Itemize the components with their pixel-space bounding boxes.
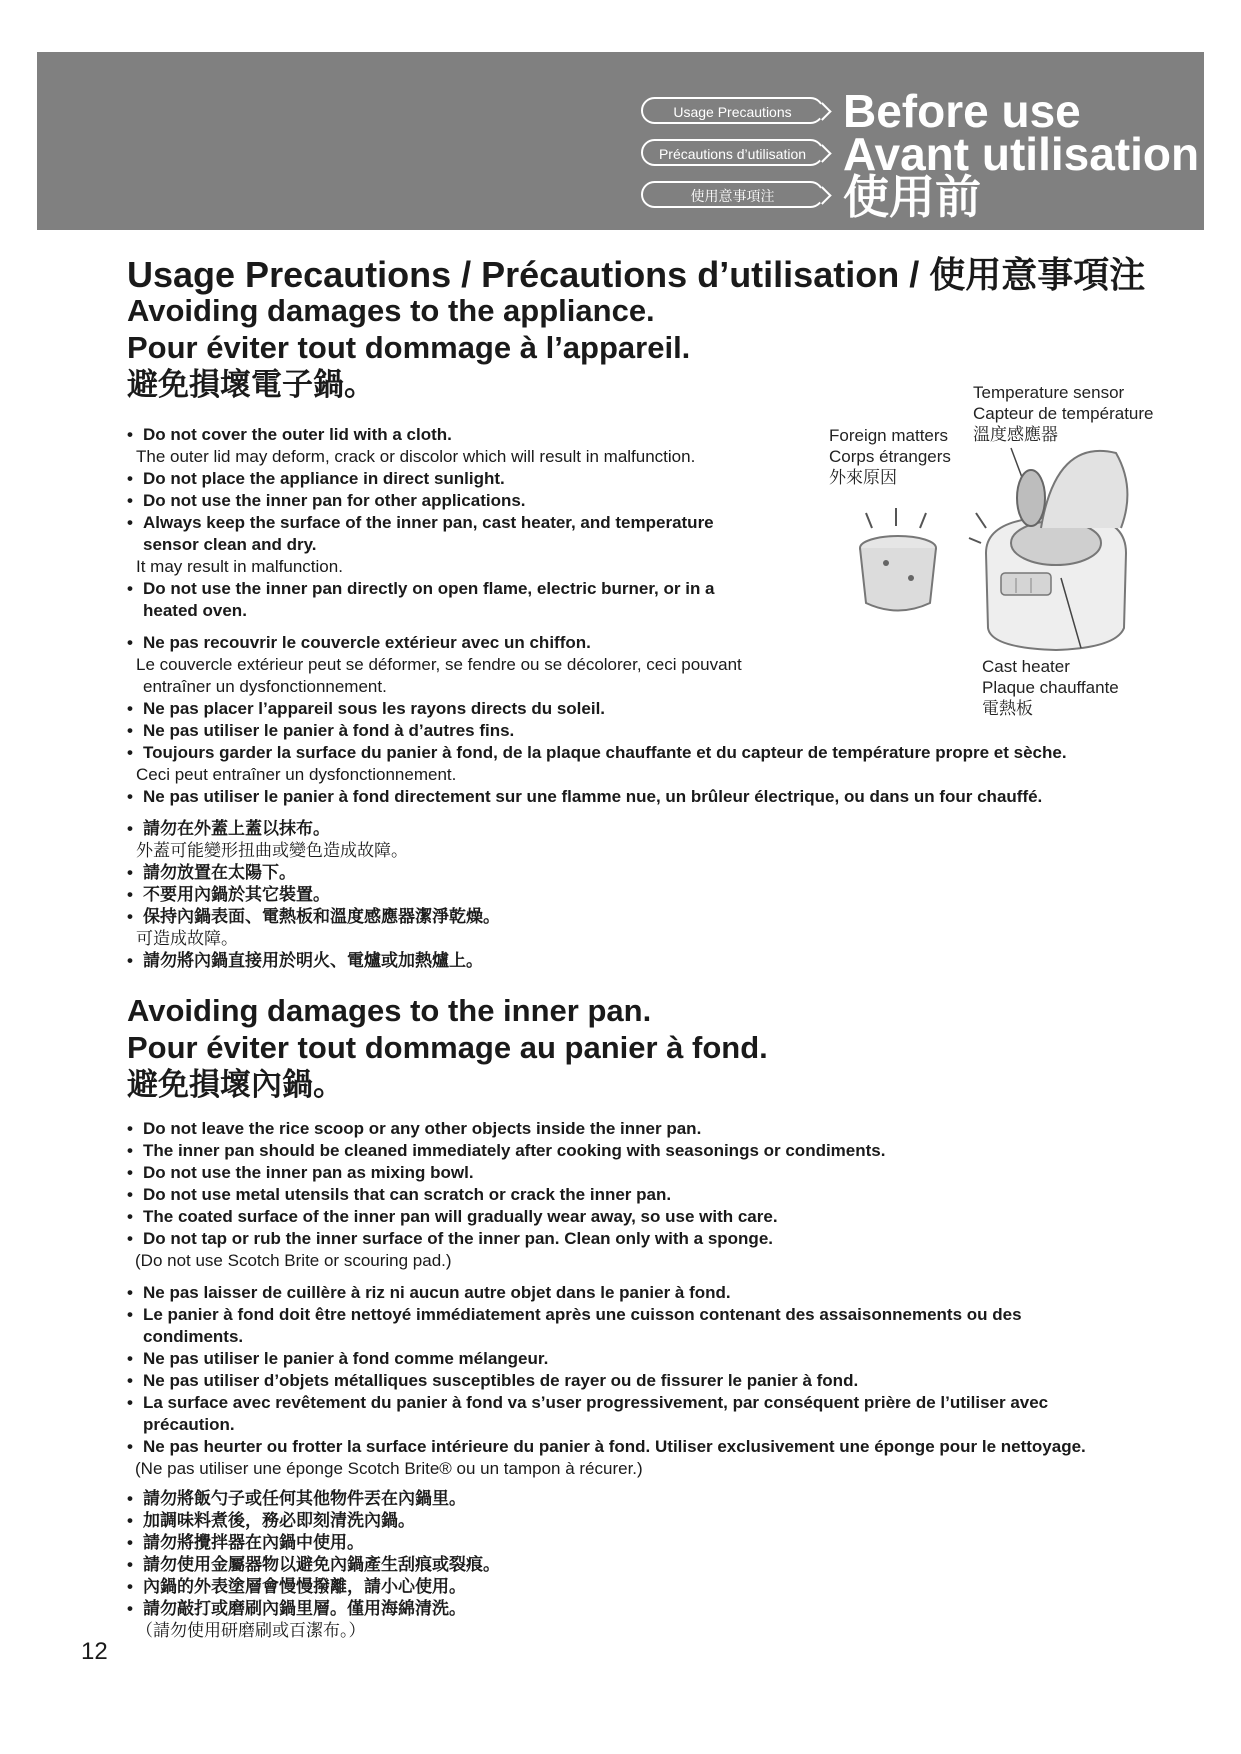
list-item: Le couvercle extérieur peut se déformer, se fendre ou se décolorer, ceci pouvant: [136, 655, 742, 674]
section1-heading-zh: 避免損壞電子鍋。: [127, 367, 375, 402]
list-item: • Do not use the inner pan for other applications.: [127, 490, 715, 512]
list-item: • Do not leave the rice scoop or any other objects inside the inner pan.: [127, 1118, 885, 1140]
label-cast-heater-fr: Plaque chauffante: [982, 678, 1119, 697]
list-item: • Do not cover the outer lid with a cloth.: [127, 424, 715, 446]
section2-fr-list: [127, 1282, 1086, 1480]
label-temperature-sensor-fr: Capteur de température: [973, 404, 1154, 423]
pill-precautions-utilisation: Précautions d’utilisation: [641, 139, 824, 166]
list-item: • Ne pas laisser de cuillère à riz ni aucun autre objet dans le panier à fond.: [127, 1282, 1086, 1304]
section2-zh-list: [127, 1488, 500, 1642]
list-item: • Do not use the inner pan as mixing bowl.: [127, 1162, 885, 1184]
list-item: • Ne pas utiliser le panier à fond à d’autres fins.: [127, 720, 1067, 742]
list-item: • 請勿將攪拌器在內鍋中使用。: [127, 1532, 500, 1554]
list-item: • The inner pan should be cleaned immediately after cooking with seasonings or condiments.: [127, 1140, 885, 1162]
label-cast-heater-en: Cast heater: [982, 657, 1070, 676]
list-item: • Do not use the inner pan directly on open flame, electric burner, or in a: [127, 578, 715, 600]
label-temperature-sensor-zh: 溫度感應器: [973, 425, 1058, 444]
list-item: • La surface avec revêtement du panier à fond va s’user progressivement, par conséquent prière de l’utiliser avec: [127, 1392, 1086, 1414]
pill-usage-precautions: Usage Precautions: [641, 97, 824, 124]
header-title-zh: 使用前: [843, 171, 981, 223]
list-item: Ceci peut entraîner un dysfonctionnement.: [136, 765, 457, 784]
list-item: • Ne pas placer l’appareil sous les rayons directs du soleil.: [127, 698, 1067, 720]
list-item: sensor clean and dry.: [143, 535, 317, 554]
list-item: • Toujours garder la surface du panier à fond, de la plaque chauffante et du capteur de température propre et sèche.: [127, 742, 1067, 764]
label-foreign-matters-fr: Corps étrangers: [829, 447, 951, 466]
list-item: • Always keep the surface of the inner pan, cast heater, and temperature: [127, 512, 715, 534]
list-item: • Ne pas recouvrir le couvercle extérieur avec un chiffon.: [127, 632, 1067, 654]
list-item: • 請勿在外蓋上蓋以抹布。: [127, 818, 500, 840]
list-item: • 不要用內鍋於其它裝置。: [127, 884, 500, 906]
section1-heading-fr: Pour éviter tout dommage à l’appareil.: [127, 330, 691, 365]
list-item: • Ne pas utiliser d’objets métalliques susceptibles de rayer ou de fissurer le panier à fond.: [127, 1370, 1086, 1392]
header-title-en: Before use: [843, 85, 1081, 137]
list-item: • 請勿將內鍋直接用於明火、電爐或加熱爐上。: [127, 950, 500, 972]
section1-en-list: [127, 424, 715, 622]
list-item: heated oven.: [143, 601, 247, 620]
list-item: • Do not tap or rub the inner surface of the inner pan. Clean only with a sponge.: [127, 1228, 885, 1250]
section2-en-list: [127, 1118, 885, 1272]
list-item: It may result in malfunction.: [136, 557, 343, 576]
section2-heading-zh: 避免損壞內鍋。: [127, 1067, 344, 1102]
label-temperature-sensor-en: Temperature sensor: [973, 383, 1125, 402]
rice-cooker-icon: [969, 448, 1127, 650]
list-item: 外蓋可能變形扭曲或變色造成故障。: [136, 841, 408, 860]
list-item: précaution.: [143, 1415, 235, 1434]
list-item: • The coated surface of the inner pan will gradually wear away, so use with care.: [127, 1206, 885, 1228]
page-number: 12: [81, 1638, 108, 1665]
section2-heading-en: Avoiding damages to the inner pan.: [127, 993, 652, 1028]
list-item: • Le panier à fond doit être nettoyé immédiatement après une cuisson contenant des assaisonnements ou des: [127, 1304, 1086, 1326]
list-item: • 請勿將飯勺子或任何其他物件丟在內鍋里。: [127, 1488, 500, 1510]
list-item: 可造成故障。: [136, 929, 238, 948]
list-item: The outer lid may deform, crack or discolor which will result in malfunction.: [136, 447, 696, 466]
list-item: condiments.: [143, 1327, 244, 1346]
list-item: • Ne pas utiliser le panier à fond directement sur une flamme nue, un brûleur électrique, ou dans un four chauffé.: [127, 786, 1067, 808]
list-item: • Do not use metal utensils that can scratch or crack the inner pan.: [127, 1184, 885, 1206]
list-item: （請勿使用研磨刷或百潔布。）: [136, 1621, 366, 1640]
pill-usage-precautions-zh: 使用意事項注: [641, 181, 824, 208]
list-item: • 請勿使用金屬器物以避免內鍋產生刮痕或裂痕。: [127, 1554, 500, 1576]
list-item: • 請勿敲打或磨刷內鍋里層。僅用海綿清洗。: [127, 1598, 500, 1620]
section1-heading-en: Avoiding damages to the appliance.: [127, 293, 655, 328]
list-item: • 內鍋的外表塗層會慢慢撥離，請小心使用。: [127, 1576, 500, 1598]
label-foreign-matters-en: Foreign matters: [829, 426, 949, 445]
header-band: [37, 52, 1204, 230]
section1-zh-list: [127, 818, 500, 972]
list-item: • 加調味料煮後，務必即刻清洗內鍋。: [127, 1510, 500, 1532]
rice-cooker-illustration: [826, 378, 1146, 718]
list-item: entraîner un dysfonctionnement.: [143, 677, 387, 696]
inner-pan-icon: [860, 508, 936, 611]
list-item: • 請勿放置在太陽下。: [127, 862, 500, 884]
header-title-fr: Avant utilisation: [843, 128, 1200, 180]
list-item: • Ne pas utiliser le panier à fond comme mélangeur.: [127, 1348, 1086, 1370]
label-cast-heater-zh: 電熱板: [982, 699, 1033, 718]
page-title: Usage Precautions / Précautions d’utilisation / 使用意事項注: [127, 254, 1146, 295]
list-item: • Ne pas heurter ou frotter la surface intérieure du panier à fond. Utiliser exclusivement une éponge pour le nettoyage.: [127, 1436, 1086, 1458]
list-item: • Do not place the appliance in direct sunlight.: [127, 468, 715, 490]
list-item: • 保持內鍋表面、電熱板和溫度感應器潔淨乾燥。: [127, 906, 500, 928]
section2-heading-fr: Pour éviter tout dommage au panier à fond.: [127, 1030, 768, 1065]
list-item: (Do not use Scotch Brite or scouring pad.): [135, 1251, 452, 1270]
list-item: (Ne pas utiliser une éponge Scotch Brite® ou un tampon à récurer.): [135, 1459, 643, 1478]
label-foreign-matters-zh: 外來原因: [829, 468, 897, 487]
